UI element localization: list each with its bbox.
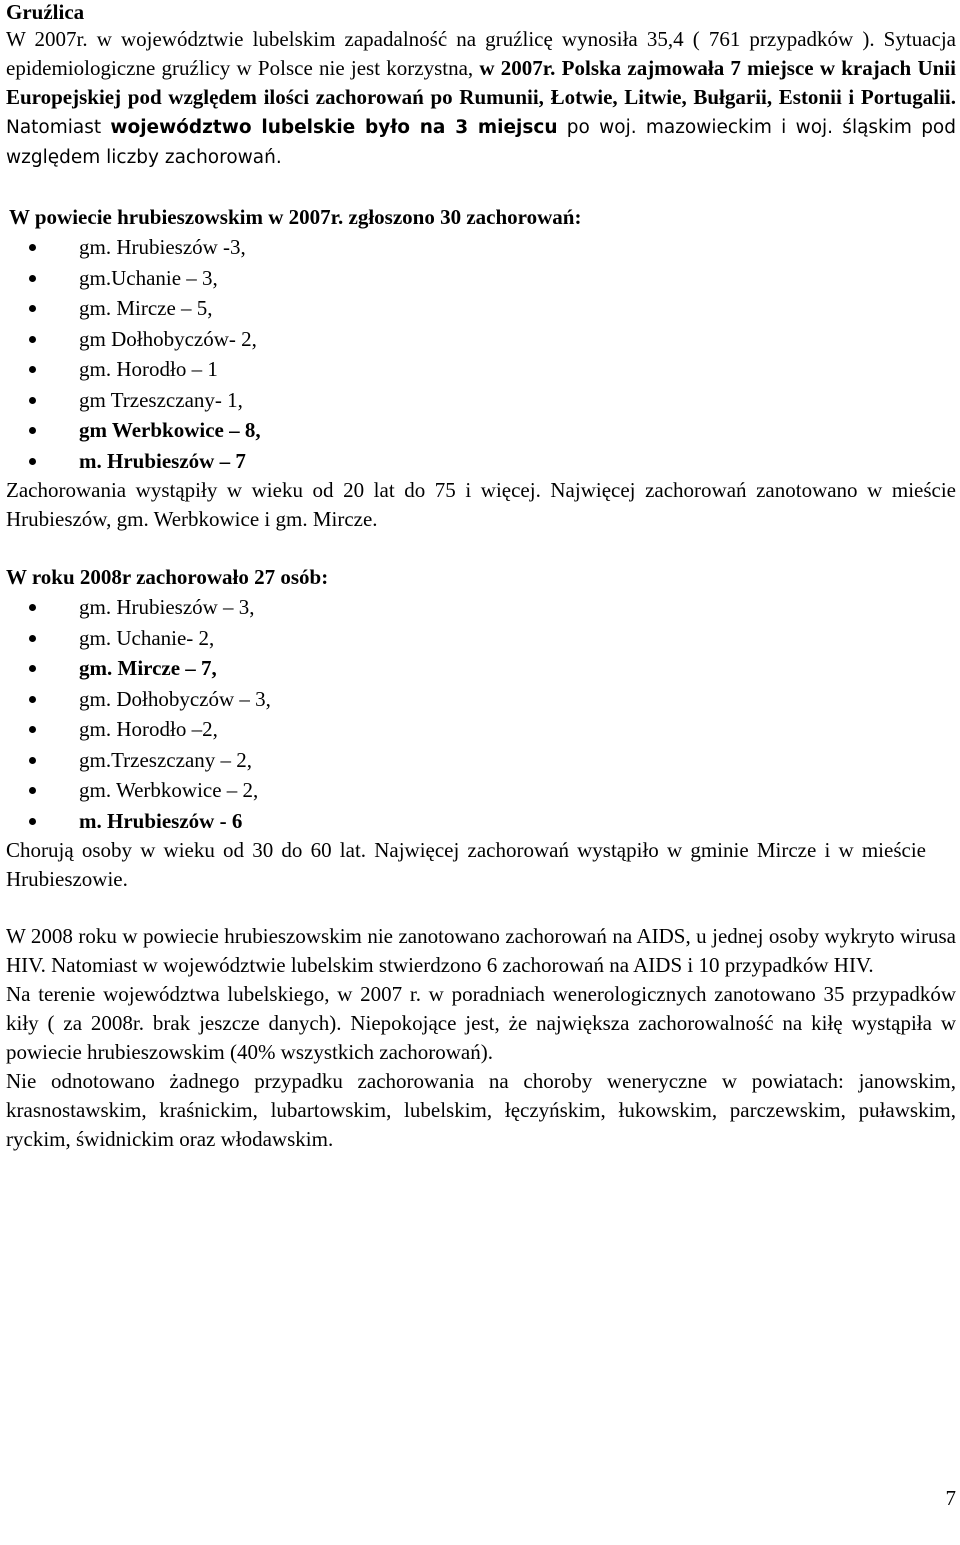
list-item-text: m. Hrubieszów – 7 — [79, 448, 246, 473]
document-page — [6, 0, 956, 1154]
bullet-icon — [29, 665, 36, 672]
bullet-icon — [29, 726, 36, 733]
bullet-icon — [29, 366, 36, 373]
list-item-text: gm. Mircze – 7, — [79, 656, 217, 680]
page-number: 7 — [945, 1486, 956, 1510]
list-item-text: gm. Horodło – 1 — [79, 357, 218, 381]
aids-paragraph: W 2008 roku w powiecie hrubieszowskim nie zanotowano zachorowań na AIDS, u jednej osoby wykryto wirusa HIV. Natomiast w województwie lubelskim stwierdzono 6 zachorowań na AIDS i 10 przypadków HIV. — [6, 924, 956, 977]
bullet-icon — [29, 818, 36, 825]
section-2008-list — [6, 592, 956, 836]
bullet-icon — [29, 635, 36, 642]
list-item-text: gm. Hrubieszów – 3, — [79, 595, 255, 619]
section-2007-heading: W powiecie hrubieszowskim w 2007r. zgłoszono 30 zachorowań: — [9, 205, 582, 229]
bullet-icon — [29, 787, 36, 794]
list-item — [6, 623, 956, 654]
intro-sentence-1-bold: w 2007r. Polska zajmowała 7 miejsce w krajach Unii Europejskiej pod względem ilości zachorowań po Rumunii, Łotwie, Litwie, Bułgarii, Estonii i Portugalii. — [6, 56, 956, 109]
list-item — [6, 232, 956, 263]
bullet-icon — [29, 336, 36, 343]
list-item-text: m. Hrubieszów - 6 — [79, 808, 243, 833]
intro-sentence-1: W 2007r. w województwie lubelskim zapadalność na gruźlicę wynosiła 35,4 ( 761 przypadków ). Sytuacja epidemiologiczne gruźlicy w Polsce nie jest korzystna, — [6, 27, 956, 80]
list-item — [6, 324, 956, 355]
list-item-text: gm. Uchanie- 2, — [79, 625, 215, 650]
list-item-text: gm Dołhobyczów- 2, — [79, 326, 257, 351]
section-2008-heading: W roku 2008r zachorowało 27 osób: — [6, 565, 329, 589]
list-item-text: gm. Dołhobyczów – 3, — [79, 686, 271, 711]
list-item — [6, 806, 956, 837]
bullet-icon — [29, 604, 36, 611]
list-item — [6, 653, 956, 684]
list-item-text: gm. Werbkowice – 2, — [79, 778, 259, 802]
intro-paragraph — [6, 25, 956, 172]
bullet-icon — [29, 427, 36, 434]
list-item — [6, 354, 956, 385]
intro-sentence-2b: po woj. mazowieckim i woj. śląskim pod względem liczby zachorowań. — [6, 117, 956, 168]
list-item — [6, 415, 956, 446]
list-item — [6, 385, 956, 416]
bullet-icon — [29, 275, 36, 282]
section-2008-summary: Chorują osoby w wieku od 30 do 60 lat. Najwięcej zachorowań wystąpiło w gminie Mircze i w mieście Hrubieszowie. — [6, 838, 926, 891]
section-title: Gruźlica — [6, 0, 85, 24]
bullet-icon — [29, 458, 36, 465]
list-item-text: gm.Trzeszczany – 2, — [79, 747, 253, 772]
section-2007-summary: Zachorowania wystąpiły w wieku od 20 lat do 75 i więcej. Najwięcej zachorowań zanotowano w mieście Hrubieszów, gm. Werbkowice i gm. Mircze. — [6, 478, 956, 531]
list-item — [6, 745, 956, 776]
bullet-icon — [29, 244, 36, 251]
list-item — [6, 293, 956, 324]
list-item-text: gm Trzeszczany- 1, — [79, 387, 243, 412]
list-item-text: gm.Uchanie – 3, — [79, 265, 218, 290]
bullet-icon — [29, 305, 36, 312]
intro-sentence-2a: Natomiast — [6, 117, 111, 138]
bullet-icon — [29, 397, 36, 404]
list-item — [6, 446, 956, 477]
list-item — [6, 714, 956, 745]
no-cases-paragraph: Nie odnotowano żadnego przypadku zachorowania na choroby weneryczne w powiatach: janowskim, krasnostawskim, kraśnickim, lubartowskim, lubelskim, łęczyńskim, łukowskim, parczewskim, puławskim, ryckim, świdnickim oraz włodawskim. — [6, 1069, 956, 1151]
list-item-text: gm Werbkowice – 8, — [79, 418, 261, 442]
list-item — [6, 775, 956, 806]
list-item-text: gm. Horodło –2, — [79, 717, 218, 741]
list-item-text: gm. Hrubieszów -3, — [79, 235, 246, 259]
syphilis-paragraph: Na terenie województwa lubelskiego, w 2007 r. w poradniach wenerologicznych zanotowano 35 przypadków kiły ( za 2008r. brak jeszcze danych). Niepokojące jest, że największa zachorowalność na kiłę wystąpiła w powiecie hrubieszowskim (40% wszystkich zachorowań). — [6, 982, 956, 1064]
list-item — [6, 592, 956, 623]
section-2007-list — [6, 232, 956, 476]
list-item-text: gm. Mircze – 5, — [79, 296, 213, 320]
list-item — [6, 263, 956, 294]
list-item — [6, 684, 956, 715]
intro-sentence-2-bold: województwo lubelskie było na 3 miejscu — [110, 117, 558, 138]
bullet-icon — [29, 757, 36, 764]
bullet-icon — [29, 696, 36, 703]
